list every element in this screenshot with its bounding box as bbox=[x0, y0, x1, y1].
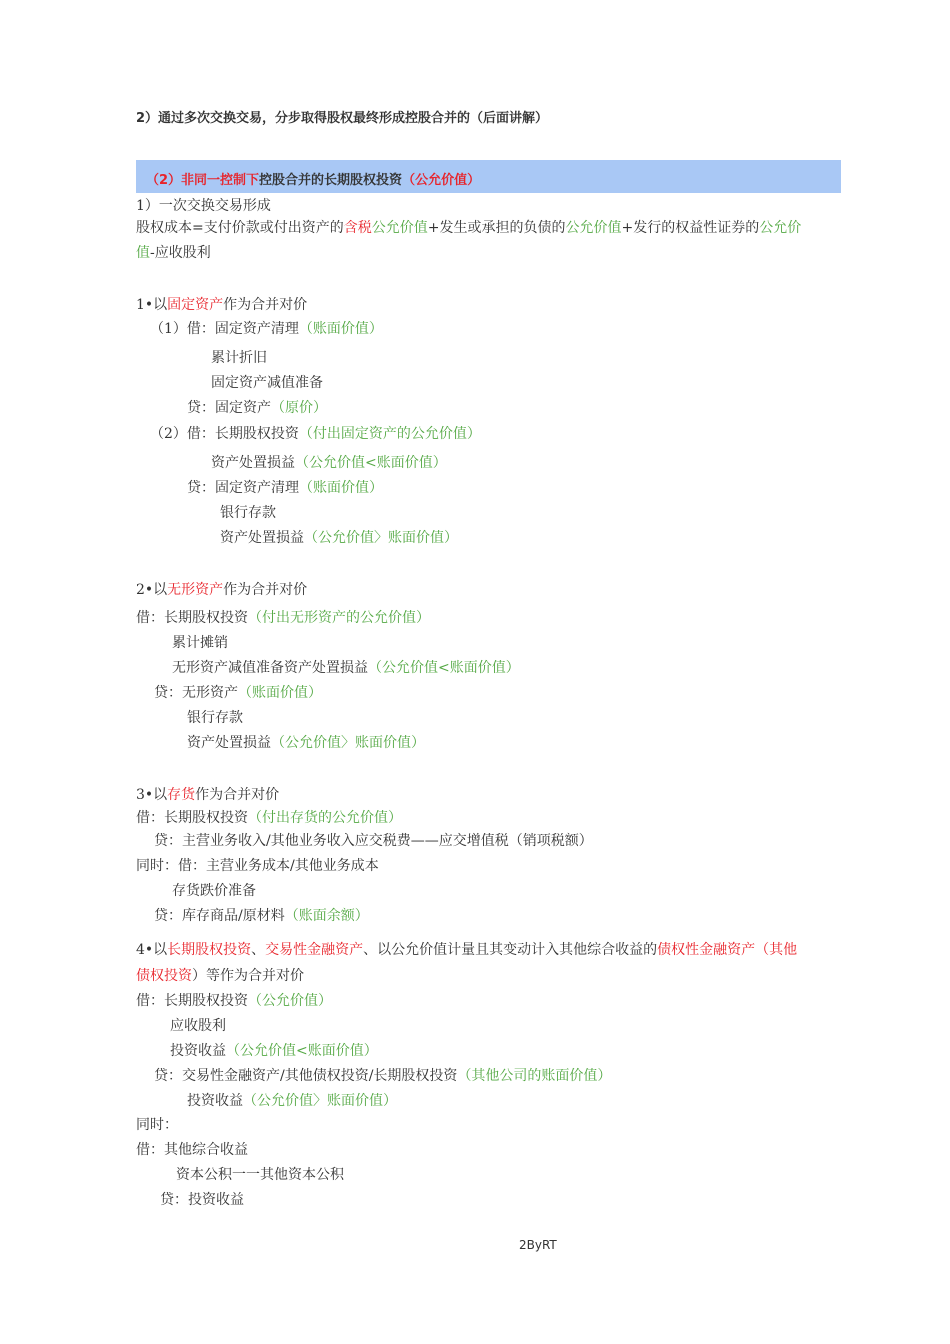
entry-note: （原价） bbox=[271, 400, 327, 416]
section-asset: 存货 bbox=[167, 787, 196, 803]
s4-entry: 借：其他综合收益 bbox=[136, 1142, 248, 1158]
entry-text: 资产处置损益 bbox=[187, 735, 271, 751]
s4-entry bbox=[170, 1041, 378, 1061]
section-text: 、 bbox=[251, 942, 266, 958]
entry-note: （公允价值〉账面价值） bbox=[243, 1093, 397, 1109]
section-asset: 债权投资 bbox=[136, 968, 192, 984]
entry-note: （公允价值） bbox=[248, 993, 332, 1009]
entry-note: （公允价值<账面价值） bbox=[226, 1043, 378, 1059]
section-num: 2•以 bbox=[136, 582, 168, 598]
s1-entry bbox=[187, 478, 383, 498]
entry-text: 资产处置损益 bbox=[220, 530, 304, 546]
formula-fair-value: 公允价值 bbox=[371, 220, 428, 236]
s4-entry: 贷：投资收益 bbox=[160, 1192, 244, 1208]
formula-fair-value: 值 bbox=[136, 245, 150, 261]
entry-text: （1）借：固定资产清理 bbox=[150, 321, 299, 337]
entry-note: （付出存货的公允价值） bbox=[248, 810, 402, 826]
s4-entry: 同时： bbox=[136, 1117, 178, 1133]
s4-entry bbox=[136, 991, 332, 1011]
section-asset: 固定资产 bbox=[167, 297, 224, 313]
entry-note: （公允价值〉账面价值） bbox=[304, 530, 458, 546]
section3-title bbox=[136, 785, 279, 805]
section1-title bbox=[136, 295, 307, 315]
formula-fair-value: 公允价值 bbox=[565, 220, 622, 236]
formula-text: -应收股利 bbox=[150, 245, 211, 261]
section-num: 4•以 bbox=[136, 942, 168, 958]
entry-text: 借：长期股权投资 bbox=[136, 993, 248, 1009]
s4-entry: 资本公积一一其他资本公积 bbox=[176, 1167, 344, 1183]
s1-entry: 银行存款 bbox=[220, 505, 276, 521]
s3-entry: 贷：主营业务收入/其他业务收入应交税费——应交增值税（销项税额） bbox=[154, 833, 593, 849]
s4-entry: 应收股利 bbox=[170, 1018, 226, 1034]
formula-line-2 bbox=[136, 243, 211, 263]
section-asset: 长期股权投资 bbox=[167, 942, 252, 958]
s3-entry bbox=[136, 808, 402, 828]
section-asset: （其他 bbox=[755, 942, 798, 958]
section-num: 3•以 bbox=[136, 787, 168, 803]
s2-entry bbox=[187, 733, 425, 753]
s2-entry bbox=[154, 683, 322, 703]
entry-note: （其他公司的账面价值） bbox=[457, 1068, 612, 1084]
entry-text: （2）借：长期股权投资 bbox=[150, 426, 299, 442]
s2-entry bbox=[136, 608, 430, 628]
entry-note: （付出固定资产的公允价值） bbox=[298, 426, 481, 442]
section-asset: 交易性金融资产 bbox=[265, 942, 364, 958]
entry-text: 资产处置损益 bbox=[211, 455, 295, 471]
entry-text: 投资收益 bbox=[170, 1043, 226, 1059]
s1-entry bbox=[150, 319, 383, 339]
s3-entry bbox=[154, 906, 369, 926]
formula-line-1 bbox=[136, 218, 801, 238]
entry-text: 贷：无形资产 bbox=[154, 685, 238, 701]
entry-text: 投资收益 bbox=[187, 1093, 243, 1109]
entry-note: （账面价值） bbox=[298, 321, 383, 337]
formula-fair-value: 公允价 bbox=[759, 220, 802, 236]
entry-text: 无形资产减值准备资产处置损益 bbox=[172, 660, 368, 676]
formula-tax-included: 含税 bbox=[343, 220, 372, 236]
entry-note: （账面价值） bbox=[299, 480, 383, 496]
s4-entry bbox=[154, 1066, 611, 1086]
entry-note: （公允价值〉账面价值） bbox=[271, 735, 425, 751]
section-text: 、以公允价值计量且其变动计入其他综合收益的 bbox=[363, 942, 658, 958]
s1-entry bbox=[150, 424, 481, 444]
section-text: ）等作为合并对价 bbox=[192, 968, 304, 984]
s1-entry: 累计折旧 bbox=[211, 350, 267, 366]
s4-entry bbox=[187, 1091, 397, 1111]
section-text: 作为合并对价 bbox=[195, 787, 280, 803]
page-footer: 2ByRT bbox=[519, 1238, 557, 1252]
section4-title-line1 bbox=[136, 940, 797, 960]
banner-title-red: （2）非同一控制下 bbox=[146, 173, 260, 188]
formula-text: +发行的权益性证券的 bbox=[621, 220, 760, 236]
banner-title bbox=[146, 171, 480, 191]
entry-note: （账面余额） bbox=[284, 908, 369, 924]
s2-entry: 银行存款 bbox=[187, 710, 243, 726]
entry-note: （公允价值<账面价值） bbox=[295, 455, 447, 471]
entry-text: 贷：固定资产 bbox=[187, 400, 271, 416]
s3-entry: 存货跌价准备 bbox=[172, 883, 256, 899]
entry-text: 借：长期股权投资 bbox=[136, 610, 248, 626]
s1-entry bbox=[220, 528, 458, 548]
banner-title-fair-value: （公允价值） bbox=[402, 173, 481, 188]
s3-entry: 同时：借：主营业务成本/其他业务成本 bbox=[136, 858, 379, 874]
section-asset: 无形资产 bbox=[167, 582, 224, 598]
formula-text: 股权成本=支付价款或付出资产的 bbox=[136, 220, 344, 236]
section2-title bbox=[136, 580, 307, 600]
heading-multi-step: 2）通过多次交换交易，分步取得股权最终形成控股合并的（后面讲解） bbox=[136, 111, 549, 126]
banner-title-main: 控股合并的长期股权投资 bbox=[259, 173, 403, 188]
section-text: 作为合并对价 bbox=[223, 297, 308, 313]
entry-text: 贷：固定资产清理 bbox=[187, 480, 299, 496]
s2-entry bbox=[172, 658, 520, 678]
section-num: 1•以 bbox=[136, 297, 168, 313]
s1-entry: 固定资产减值准备 bbox=[211, 375, 323, 391]
section4-title-line2 bbox=[136, 966, 304, 986]
section-asset: 债权性金融资产 bbox=[657, 942, 756, 958]
s1-entry bbox=[211, 453, 447, 473]
s2-entry: 累计摊销 bbox=[172, 635, 228, 651]
entry-note: （账面价值） bbox=[238, 685, 322, 701]
entry-text: 贷：库存商品/原材料 bbox=[154, 908, 285, 924]
entry-text: 借：长期股权投资 bbox=[136, 810, 248, 826]
s1-entry bbox=[187, 398, 327, 418]
entry-note: （公允价值<账面价值） bbox=[368, 660, 520, 676]
formula-text: +发生或承担的负债的 bbox=[427, 220, 566, 236]
entry-note: （付出无形资产的公允价值） bbox=[248, 610, 430, 626]
section-text: 作为合并对价 bbox=[223, 582, 308, 598]
subheading-single-exchange: 1）一次交换交易形成 bbox=[136, 198, 271, 214]
entry-text: 贷：交易性金融资产/其他债权投资/长期股权投资 bbox=[154, 1068, 458, 1084]
